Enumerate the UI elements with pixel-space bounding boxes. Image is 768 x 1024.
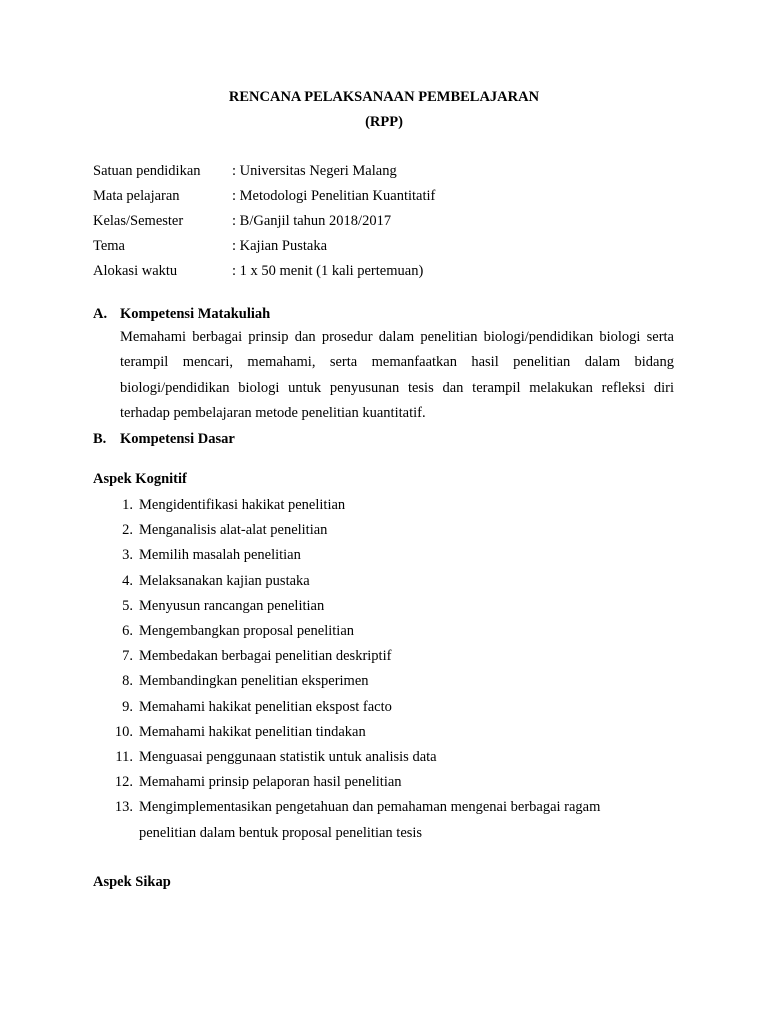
list-item-text: Memahami hakikat penelitian ekspost facto <box>139 698 392 715</box>
list-item <box>93 669 693 694</box>
section-b-title: Kompetensi Dasar <box>120 431 235 447</box>
list-item-number: 6. <box>122 623 133 640</box>
list-item <box>93 594 693 619</box>
list-item-number: 3. <box>122 547 133 564</box>
list-item <box>93 770 693 795</box>
identity-value: : Kajian Pustaka <box>232 238 328 254</box>
section-a-paragraph: Memahami berbagai prinsip dan prosedur dalam penelitian biologi/pendidikan biologi serta terampil mencari, memahami, serta memanfaatkan hasil penelitian dalam bidang biologi/pendidikan biologi untuk penyusunan tesis dan terampil melakukan refleksi diri terhadap pembelajaran metode penelitian kuantitatif. <box>120 329 674 421</box>
list-item-number: 10. <box>114 723 133 740</box>
list-item-text: Mengidentifikasi hakikat penelitian <box>139 497 346 513</box>
list-item-text: Mengembangkan proposal penelitian <box>139 623 355 640</box>
list-item-number: 2. <box>122 522 133 539</box>
section-b-letter: B. <box>93 431 107 447</box>
list-item-number: 9. <box>122 698 133 715</box>
list-item <box>93 493 693 518</box>
list-item <box>93 543 693 568</box>
list-item-text: Membedakan berbagai penelitian deskriptif <box>139 648 392 665</box>
list-item-text: Memilih masalah penelitian <box>139 547 301 564</box>
identity-label: Mata pelajaran <box>93 188 180 204</box>
kognitif-list <box>93 493 693 846</box>
list-item-text: Melaksanakan kajian pustaka <box>139 572 310 589</box>
document-subtitle: (RPP) <box>365 114 403 130</box>
list-item-text: Menyusun rancangan penelitian <box>139 597 325 614</box>
list-item-number: 8. <box>122 673 133 690</box>
identity-label: Kelas/Semester <box>93 213 184 229</box>
list-item-text: Memahami prinsip pelaporan hasil penelitian <box>139 774 402 791</box>
list-item-number: 11. <box>115 749 133 766</box>
list-item-number: 13. <box>114 799 133 816</box>
list-item-number: 7. <box>122 648 133 665</box>
list-item-text: Mengimplementasikan pengetahuan dan pemahaman mengenai berbagai ragam penelitian dalam bentuk proposal penelitian tesis <box>139 799 601 841</box>
list-item-text: Menguasai penggunaan statistik untuk analisis data <box>139 749 437 766</box>
aspek-kognitif-heading: Aspek Kognitif <box>93 471 187 487</box>
list-item <box>93 720 693 745</box>
identity-value: : Universitas Negeri Malang <box>232 163 397 179</box>
identity-value: : Metodologi Penelitian Kuantitatif <box>232 188 436 204</box>
list-item <box>93 569 693 594</box>
aspek-sikap-heading: Aspek Sikap <box>93 874 171 890</box>
list-item-text: Membandingkan penelitian eksperimen <box>139 673 369 690</box>
list-item <box>93 619 693 644</box>
list-item-number: 4. <box>122 572 133 589</box>
identity-label: Satuan pendidikan <box>93 163 201 179</box>
document-title: RENCANA PELAKSANAAN PEMBELAJARAN <box>228 89 540 105</box>
section-a-title: Kompetensi Matakuliah <box>120 306 271 322</box>
list-item <box>93 795 693 845</box>
identity-value: : B/Ganjil tahun 2018/2017 <box>232 213 392 229</box>
identity-label: Alokasi waktu <box>93 263 178 279</box>
list-item-number: 5. <box>122 597 133 614</box>
identity-label: Tema <box>93 238 125 254</box>
list-item <box>93 695 693 720</box>
list-item-text: Menganalisis alat-alat penelitian <box>139 522 328 539</box>
list-item-number: 12. <box>114 774 133 791</box>
section-a-letter: A. <box>93 306 108 322</box>
list-item-text: Memahami hakikat penelitian tindakan <box>139 723 366 740</box>
list-item <box>93 518 693 543</box>
list-item-number: 1. <box>122 497 133 513</box>
list-item <box>93 644 693 669</box>
identity-value: : 1 x 50 menit (1 kali pertemuan) <box>232 263 424 279</box>
list-item <box>93 745 693 770</box>
